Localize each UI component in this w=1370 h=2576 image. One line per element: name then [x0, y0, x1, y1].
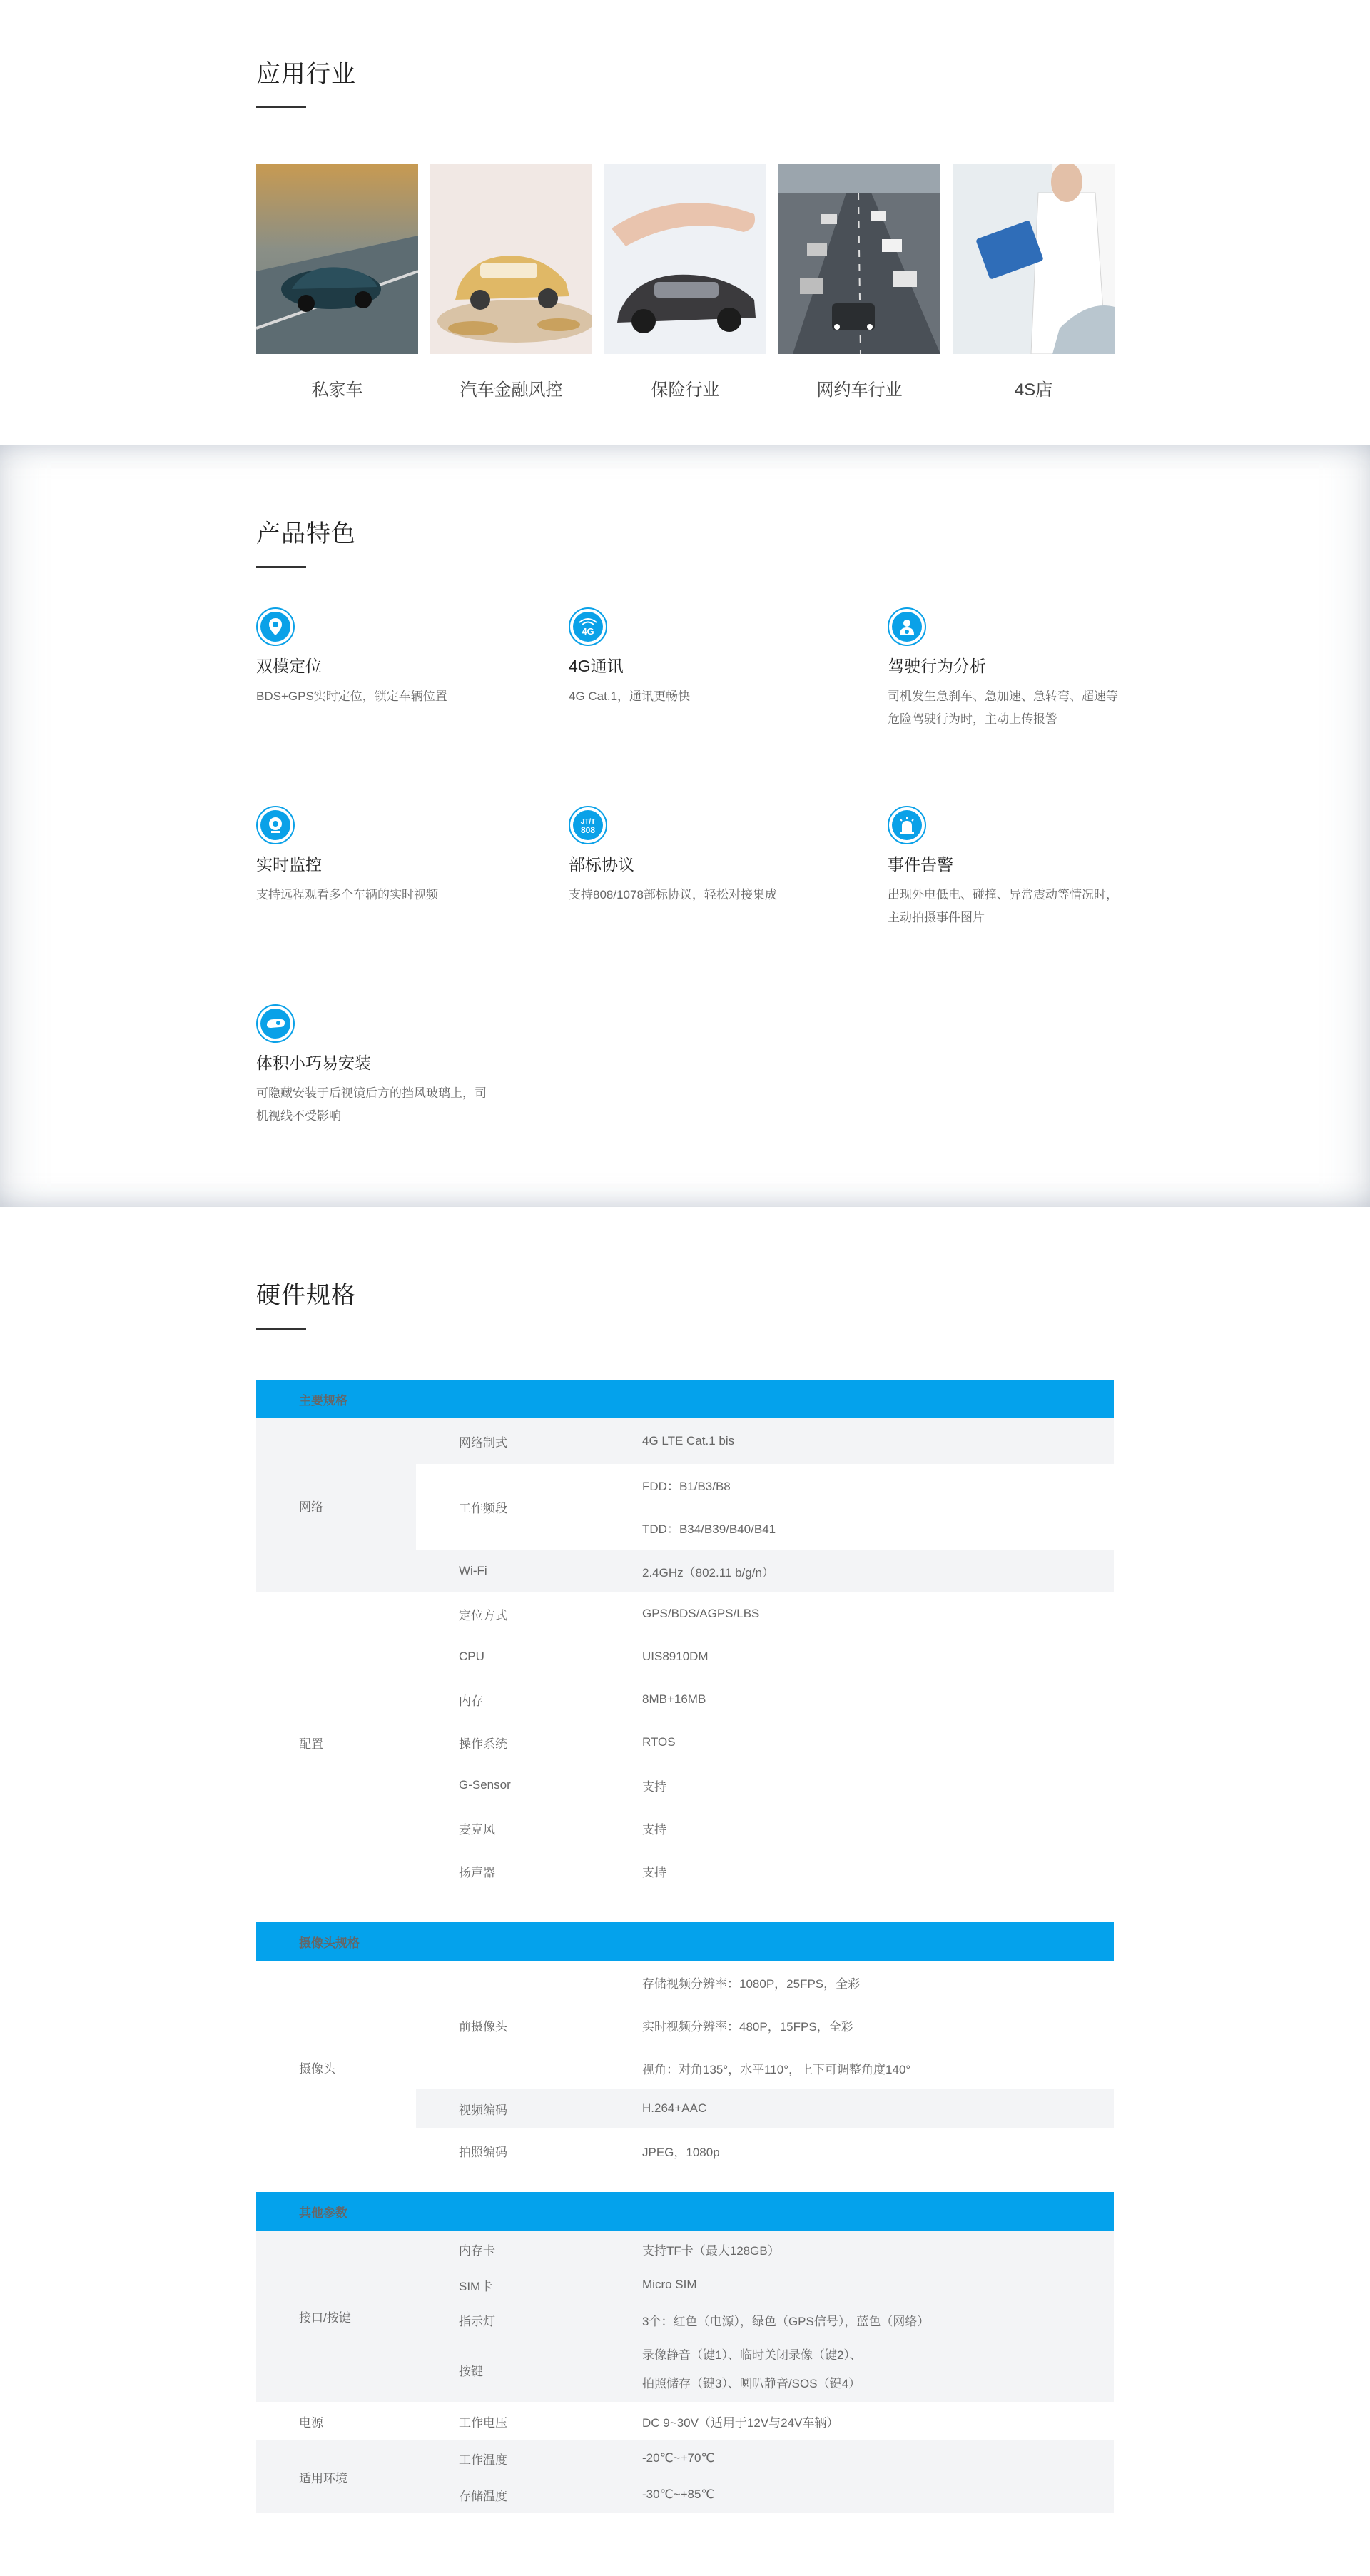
- features-section: [0, 445, 1370, 1207]
- feature-desc: BDS+GPS实时定位，锁定车辆位置: [256, 690, 447, 703]
- spec-name: CPU: [416, 1635, 642, 1678]
- industry-list: [256, 164, 1114, 400]
- table-row: [256, 1418, 1114, 1464]
- industry-label: 4S店: [1014, 380, 1053, 400]
- feature-4g: [569, 607, 804, 708]
- industry-card-insurance[interactable]: [604, 164, 766, 400]
- spec-name: G-Sensor: [416, 1764, 642, 1807]
- title-underline: [256, 566, 306, 568]
- spec-value: 视角：对角135°，水平110°，上下可调整角度140°: [642, 2046, 1114, 2089]
- feature-desc: 出现外电低电、碰撞、异常震动等情况时，主动拍摄事件图片: [888, 888, 1118, 924]
- spec-name: 定位方式: [416, 1592, 642, 1635]
- feature-desc: 支持远程观看多个车辆的实时视频: [256, 888, 438, 901]
- webcam-icon: [256, 806, 295, 844]
- spec-value: 4G LTE Cat.1 bis: [642, 1418, 1114, 1464]
- spec-value: 支持TF卡（最大128GB）: [642, 2231, 1114, 2268]
- feature-title: 实时监控: [256, 855, 322, 874]
- group-label-config: 配置: [256, 1592, 416, 1892]
- spec-value: 存储视频分辨率：1080P，25FPS，全彩: [642, 1961, 1114, 2004]
- spec-value: 支持: [642, 1849, 1114, 1892]
- table-row: [256, 1592, 1114, 1635]
- group-label-io: 接口/按键: [256, 2231, 416, 2402]
- table-row: [256, 1961, 1114, 2004]
- industry-card-auto-finance[interactable]: [430, 164, 592, 400]
- feature-title: 部标协议: [569, 855, 634, 874]
- spec-name: 拍照编码: [416, 2128, 642, 2173]
- spec-value: 2.4GHz（802.11 b/g/n）: [642, 1550, 1114, 1592]
- title-underline: [256, 1328, 306, 1330]
- industry-card-4s-store[interactable]: [953, 164, 1115, 400]
- spec-value: 拍照储存（键3）、喇叭静音/SOS（键4）: [642, 2377, 861, 2390]
- 4g-signal-icon: [569, 607, 607, 646]
- spec-value: JPEG，1080p: [642, 2128, 1114, 2173]
- spec-name: 扬声器: [416, 1849, 642, 1892]
- industry-label: 汽车金融风控: [460, 380, 563, 400]
- feature-compact-install: [256, 1004, 492, 1128]
- spec-value: 支持: [642, 1764, 1114, 1807]
- spec-name: 内存卡: [416, 2231, 642, 2268]
- group-label-camera: 摄像头: [256, 1961, 416, 2173]
- spec-name: 工作频段: [416, 1464, 642, 1550]
- spec-name: 操作系统: [416, 1721, 642, 1764]
- spec-name: 视频编码: [416, 2089, 642, 2128]
- spec-value: GPS/BDS/AGPS/LBS: [642, 1592, 1114, 1635]
- driver-icon: [888, 607, 926, 646]
- icon-text-bottom: 808: [580, 825, 596, 835]
- auto-finance-image: [430, 164, 592, 354]
- feature-title: 事件告警: [888, 855, 953, 874]
- spec-header-label: 摄像头规格: [256, 1922, 1114, 1961]
- table-row: [256, 2440, 1114, 2476]
- feature-realtime-monitor: [256, 806, 492, 906]
- spec-value: H.264+AAC: [642, 2089, 1114, 2128]
- spec-value: FDD：B1/B3/B8: [642, 1464, 1114, 1505]
- features-grid: [256, 607, 1118, 1178]
- spec-value: UIS8910DM: [642, 1635, 1114, 1678]
- group-label-environment: 适用环境: [256, 2440, 416, 2513]
- hardware-title: 硬件规格: [256, 1282, 356, 1309]
- 4s-store-image: [953, 164, 1115, 354]
- hardware-section: [0, 1207, 1370, 2576]
- spec-value: Micro SIM: [642, 2268, 1114, 2302]
- spec-value: DC 9~30V（适用于12V与24V车辆）: [642, 2402, 1114, 2440]
- industry-card-ride-hailing[interactable]: [778, 164, 940, 400]
- spec-header-label: 主要规格: [256, 1380, 1114, 1418]
- table-spacer: [256, 1892, 1114, 1922]
- spec-header-label: 其他参数: [256, 2192, 1114, 2231]
- spec-name: 工作电压: [416, 2402, 642, 2440]
- insurance-image: [604, 164, 766, 354]
- ride-hailing-image: [778, 164, 940, 354]
- title-underline: [256, 106, 306, 108]
- feature-desc: 4G Cat.1，通讯更畅快: [569, 690, 691, 703]
- feature-desc: 支持808/1078部标协议，轻松对接集成: [569, 888, 777, 901]
- alarm-light-icon: [888, 806, 926, 844]
- spec-name: Wi-Fi: [416, 1550, 642, 1592]
- spec-value: -20℃~+70℃: [642, 2440, 1114, 2476]
- private-car-image: [256, 164, 418, 354]
- spec-name: 指示灯: [416, 2302, 642, 2338]
- spec-value: -30℃~+85℃: [642, 2476, 1114, 2513]
- spec-name: SIM卡: [416, 2268, 642, 2302]
- spec-value: TDD：B34/B39/B40/B41: [642, 1505, 1114, 1550]
- table-spacer: [256, 2173, 1114, 2192]
- feature-title: 双模定位: [256, 657, 322, 675]
- spec-name: 网络制式: [416, 1418, 642, 1464]
- feature-desc: 司机发生急刹车、急加速、急转弯、超速等危险驾驶行为时，主动上传报警: [888, 690, 1118, 726]
- industry-label: 私家车: [311, 380, 363, 400]
- spec-name: 存储温度: [416, 2476, 642, 2513]
- industry-title: 应用行业: [256, 61, 356, 88]
- feature-desc: 可隐藏安装于后视镜后方的挡风玻璃上，司机视线不受影响: [256, 1086, 487, 1123]
- group-label-power: 电源: [256, 2402, 416, 2440]
- spec-name: 按键: [416, 2338, 642, 2402]
- spec-name: 前摄像头: [416, 1961, 642, 2089]
- table-row: [256, 2231, 1114, 2268]
- feature-event-alarm: [888, 806, 1123, 929]
- spec-value: 3个：红色（电源），绿色（GPS信号），蓝色（网络）: [642, 2302, 1114, 2338]
- industry-label: 网约车行业: [816, 380, 903, 400]
- group-label-network: 网络: [256, 1418, 416, 1592]
- spec-value: RTOS: [642, 1721, 1114, 1764]
- svg-text:4G: 4G: [582, 626, 594, 637]
- protocol-808-icon: [569, 806, 607, 844]
- industry-section: [0, 0, 1370, 445]
- spec-value: 录像静音（键1）、临时关闭录像（键2）、: [642, 2348, 862, 2362]
- spec-header-other: [256, 2192, 1114, 2231]
- spec-name: 麦克风: [416, 1807, 642, 1849]
- location-pin-icon: [256, 607, 295, 646]
- spec-header-main: [256, 1380, 1114, 1418]
- device-icon: [256, 1004, 295, 1043]
- spec-name: 工作温度: [416, 2440, 642, 2476]
- icon-text-top: JT/T: [580, 818, 596, 826]
- spec-header-camera: [256, 1922, 1114, 1961]
- spec-name: 内存: [416, 1678, 642, 1721]
- feature-dual-positioning: [256, 607, 492, 708]
- spec-value: 8MB+16MB: [642, 1678, 1114, 1721]
- features-title: 产品特色: [256, 520, 356, 547]
- feature-title: 4G通讯: [569, 657, 624, 675]
- feature-protocol: [569, 806, 804, 906]
- industry-label: 保险行业: [651, 380, 720, 400]
- feature-title: 体积小巧易安装: [256, 1054, 371, 1072]
- industry-card-private-car[interactable]: [256, 164, 418, 400]
- spec-value: 支持: [642, 1807, 1114, 1849]
- table-row: [256, 2402, 1114, 2440]
- feature-driving-analysis: [888, 607, 1123, 731]
- spec-value: 实时视频分辨率：480P，15FPS，全彩: [642, 2004, 1114, 2046]
- spec-value-multiline: [642, 2338, 1114, 2402]
- feature-title: 驾驶行为分析: [888, 657, 986, 675]
- spec-table: [256, 1380, 1114, 2513]
